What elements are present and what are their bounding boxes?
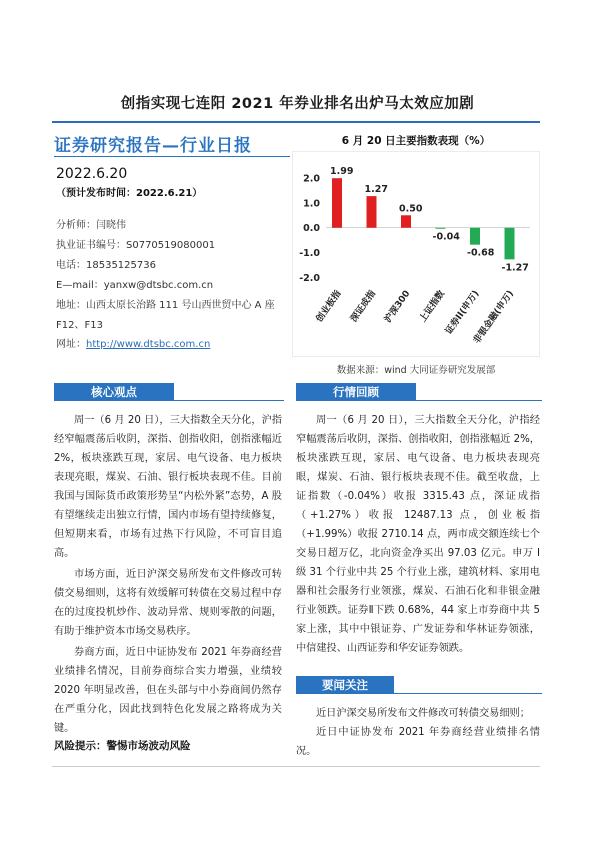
- news-body: [296, 704, 540, 761]
- analyst-address-floor: F12、F13: [56, 320, 103, 331]
- y-tick-label: -1.0: [299, 248, 320, 260]
- analyst-website-row: [56, 335, 210, 350]
- y-tick-label: 1.0: [303, 198, 320, 210]
- analyst-address: 地址：山西太原长治路 111 号山西世贸中心 A 座: [56, 300, 275, 311]
- bar-value-label: 1.27: [364, 184, 388, 196]
- market-review-paragraph: 周一（6 月 20 日），三大指数全天分化，沪指经窄幅震荡后收阴，深指、创指收阳，创指涨幅近 2%，板块涨跌互现，家居、电气设备、电力板块表现亮眼，煤炭、石油、银行板块表现不佳。截至收盘，上证指数（-0.04%）收报 3315.43 点，深证成指（+1.27%）收报 12487.13 点，创业板指（+1.99%）收报 2710.14 点，两市成交额连续七个交易日超万亿，北向资金净买出 97.03 亿元。申万 I 级 31 个行业中共 25 个行业上涨，建筑材料、家用电器和社会服务行业领涨，煤炭、石油石化和非银金融行业领跌。证券Ⅱ下跌 0.68%，44 家上市券商中共 5 家上涨，其中中银证券、广发证券和华林证券领涨，中信建投、山西证券和华安证券领跌。: [296, 415, 540, 654]
- risk-warning: 风险提示：警惕市场波动风险: [54, 740, 191, 752]
- bar: [401, 215, 411, 227]
- news-heading: 要闻关注: [296, 676, 394, 694]
- category-label: 上证指数: [418, 288, 447, 325]
- core-view-paragraph: 券商方面，近日中证协发布 2021 年券商经营业绩排名情况，目前券商综合实力增强，业绩较 2020 年明显改善，但在头部与中小券商间仍然存在严重分化，因此找到特色化发展之路将成为关键。: [54, 647, 282, 734]
- y-tick-label: 0.0: [303, 223, 320, 235]
- core-view-body: [54, 411, 282, 738]
- market-review-rule: [296, 400, 542, 401]
- category-label: 沪深300: [383, 288, 413, 325]
- report-date: 2022.6.20: [56, 166, 128, 182]
- bar: [367, 196, 377, 228]
- category-label: 非银金融(申万): [472, 288, 516, 346]
- bar-value-label: 0.50: [399, 203, 423, 215]
- market-review-body: [296, 411, 540, 658]
- bar: [436, 228, 446, 229]
- report-type-title: 证券研究报告—行业日报: [54, 136, 252, 156]
- chart-source: 数据来源：wind 大同证券研究发展部: [336, 365, 496, 376]
- core-view-rule: [54, 400, 284, 401]
- bar: [332, 178, 342, 228]
- bar: [470, 228, 480, 245]
- chart-frame: [292, 151, 540, 357]
- core-view-paragraph: 周一（6 月 20 日），三大指数全天分化，沪指经窄幅震荡后收阴，深指、创指收阳，创指涨幅近 2%，板块涨跌互现，家居、电气设备、电力板块表现亮眼，煤炭、石油、银行板块表现不佳。目前我国与国际货币政策形势呈“内松外紧”态势，A 股有望继续走出独立行情，国内市场有望持续修复，但短期来看，市场有过热下行风险，不可盲目追高。: [54, 415, 282, 559]
- report-type-underline: [54, 156, 290, 157]
- core-view-paragraph: 市场方面，近日沪深交易所发布文件修改可转债交易细则，这将有效缓解可转债在交易过程中存在的过度投机炒作、波动异常、规则零散的问题，有助于维护资本市场交易秩序。: [54, 569, 282, 637]
- news-rule: [296, 693, 542, 694]
- category-label: 深证成指: [349, 288, 378, 325]
- footer-divider: [52, 766, 540, 767]
- analyst-email: E—mail：yanxw@dtsbc.com.cn: [56, 280, 214, 291]
- category-label: 创业板指: [314, 288, 344, 325]
- category-label: 证券II(申万): [444, 288, 482, 337]
- index-performance-chart: [292, 151, 540, 357]
- news-item: 近日沪深交易所发布文件修改可转债交易细则；: [316, 708, 530, 719]
- news-item: 近日中证协发布 2021 年券商经营业绩排名情况。: [296, 727, 540, 757]
- publish-time: （预计发布时间：2022.6.21）: [56, 188, 203, 199]
- analyst-license: 执业证书编号：S0770519080001: [56, 240, 216, 251]
- bar-value-label: 1.99: [330, 166, 354, 178]
- website-label: 网址：: [56, 339, 86, 350]
- header-divider: [52, 121, 540, 123]
- bar-value-label: -0.68: [467, 247, 495, 259]
- bar-value-label: -0.04: [432, 231, 460, 243]
- website-link[interactable]: http://www.dtsbc.com.cn: [86, 339, 211, 350]
- analyst-phone: 电话：18535125736: [56, 260, 156, 271]
- bar-value-label: -1.27: [501, 262, 529, 274]
- chart-title: 6 月 20 日主要指数表现（%）: [341, 135, 491, 147]
- report-headline: 创指实现七连阳 2021 年券业排名出炉马太效应加剧: [120, 96, 475, 112]
- bar: [505, 228, 515, 260]
- y-tick-label: 2.0: [303, 173, 320, 185]
- analyst-name: 分析师：闫晓伟: [56, 220, 126, 231]
- market-review-heading: 行情回顾: [296, 383, 416, 401]
- y-tick-label: -2.0: [299, 273, 320, 285]
- core-view-heading: 核心观点: [54, 383, 174, 401]
